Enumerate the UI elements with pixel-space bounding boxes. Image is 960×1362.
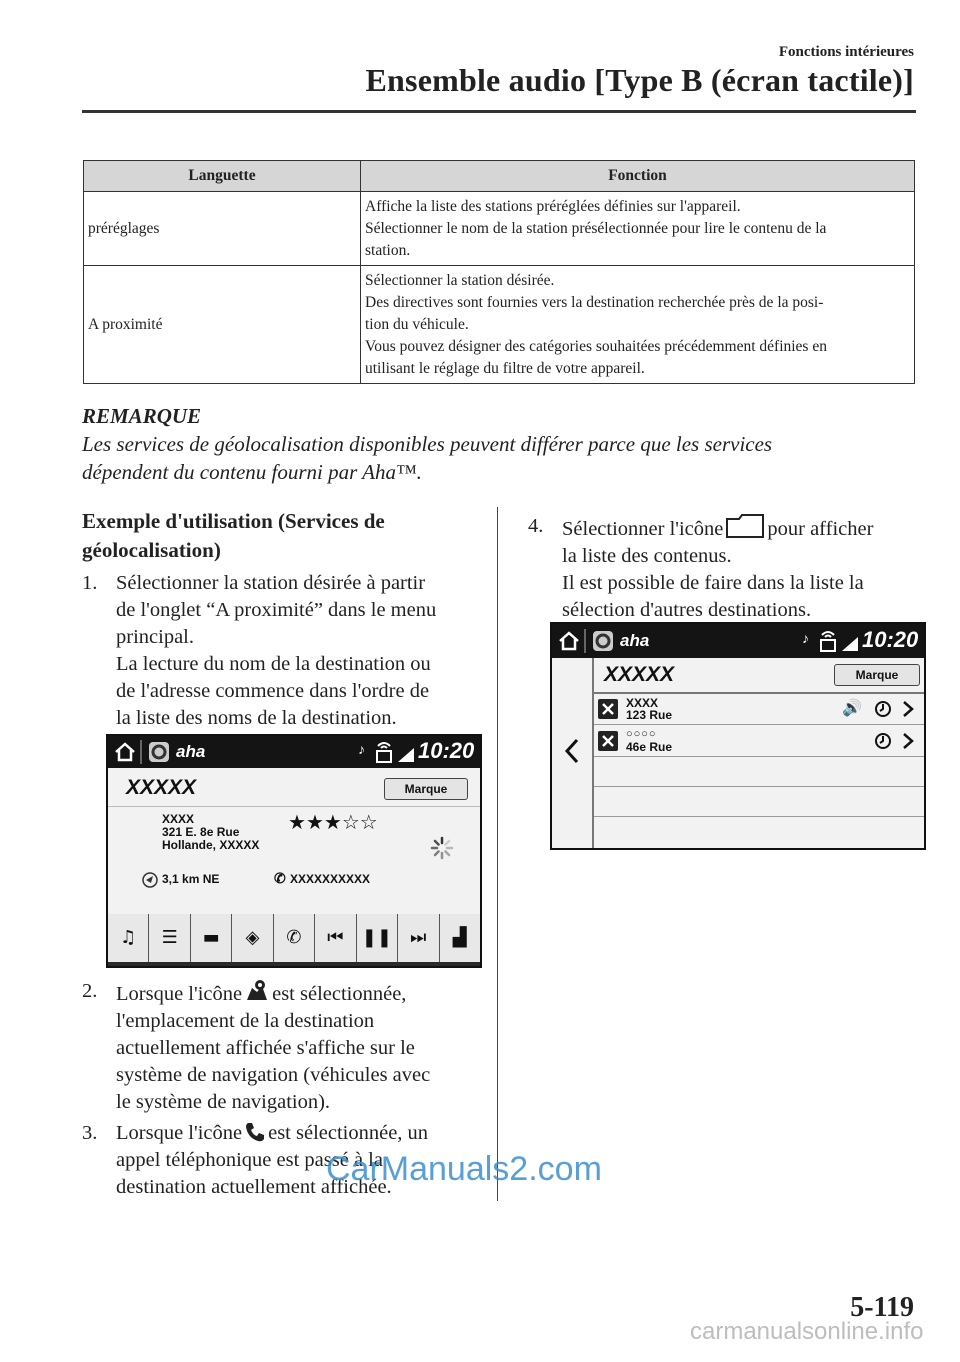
phone-icon	[244, 1121, 266, 1143]
step-line: la liste des contenus.	[562, 545, 732, 567]
star-empty-icon: ☆	[341, 810, 360, 834]
clock: 10:20	[862, 627, 919, 652]
speaker-icon: 🔊	[842, 698, 862, 717]
star-filled-icon: ★	[305, 810, 324, 834]
phone-small-icon: ✆	[274, 870, 286, 886]
back-panel	[552, 658, 594, 848]
function-line: tion du véhicule.	[365, 315, 469, 333]
aha-logo-icon	[592, 630, 614, 652]
page-number: 5-119	[850, 1292, 914, 1323]
screen-detail	[106, 734, 482, 968]
step-line: Il est possible de faire dans la liste la	[562, 572, 864, 594]
loading-spinner-icon	[430, 836, 454, 860]
list-item-empty	[594, 758, 924, 787]
section-title: Fonctions intérieures	[778, 44, 914, 60]
screen-list	[550, 622, 926, 850]
table-row	[84, 192, 915, 266]
example-heading	[82, 507, 482, 565]
list-item[interactable]	[594, 694, 924, 725]
step-fragment: Lorsque l'icône	[116, 983, 243, 1005]
step-fragment: pour afficher	[767, 518, 874, 540]
station-title: XXXXX	[126, 776, 197, 799]
map-icon[interactable]: ◈	[232, 914, 273, 962]
function-table	[83, 160, 915, 384]
clock-icon	[874, 700, 892, 718]
remark-line: dépendent du contenu fourni par Aha™.	[82, 460, 422, 484]
step-line	[116, 978, 488, 1008]
list-item-address: 46e Rue	[626, 740, 673, 754]
clock: 10:20	[418, 738, 475, 763]
category-x-icon	[597, 698, 619, 720]
step-line: actuellement affichée s'affiche sur le	[116, 1037, 415, 1059]
marque-button[interactable]: Marque	[834, 664, 920, 686]
step-number: 3.	[82, 1122, 98, 1144]
step-line	[562, 513, 922, 543]
table-cell-tab: A proximité	[84, 266, 361, 384]
star-empty-icon: ☆	[359, 810, 378, 834]
step-line: La lecture du nom de la destination ou	[116, 653, 431, 675]
next-icon[interactable]: ⏭	[398, 914, 439, 962]
music-icon[interactable]: ♫	[108, 914, 149, 962]
step-line: appel téléphonique est passé à la	[116, 1149, 383, 1171]
signal-icon	[398, 748, 414, 762]
note-icon: ♪	[802, 630, 809, 646]
previous-icon[interactable]: ⏮	[315, 914, 356, 962]
example-heading-line: géolocalisation)	[82, 538, 221, 562]
clock-icon	[874, 732, 892, 750]
destination-address-1: 321 E. 8e Rue	[162, 825, 240, 839]
back-chevron-icon[interactable]	[564, 738, 580, 764]
step-number: 2.	[82, 980, 98, 1002]
direction-icon	[142, 872, 158, 888]
list-item-empty	[594, 818, 924, 844]
watermark-carmanualsonline: carmanualsonline.info	[690, 1318, 924, 1345]
step-2	[82, 978, 492, 1118]
step-line: le système de navigation).	[116, 1091, 331, 1113]
app-name: aha	[176, 742, 206, 761]
function-line: station.	[365, 241, 411, 259]
rating-stars	[288, 810, 378, 834]
category-x-icon	[597, 730, 619, 752]
home-icon[interactable]	[114, 742, 136, 762]
column-divider	[497, 507, 498, 1201]
home-icon[interactable]	[558, 631, 580, 651]
remark-line: Les services de géolocalisation disponibles peuvent différer parce que les services	[82, 432, 773, 456]
step-line: de l'onglet “A proximité” dans le menu	[116, 599, 437, 621]
star-filled-icon: ★	[323, 810, 342, 834]
wifi-device-icon	[374, 740, 394, 764]
note-icon: ♪	[358, 741, 365, 757]
pause-icon[interactable]: ❚❚	[357, 914, 398, 962]
divider	[108, 806, 480, 807]
step-fragment: Sélectionner l'icône	[562, 518, 724, 540]
step-4	[528, 513, 928, 621]
table-header-row	[84, 161, 915, 192]
status-bar	[108, 736, 480, 768]
table-cell-function	[361, 192, 915, 266]
list-icon[interactable]: ☰	[149, 914, 190, 962]
page-title: Ensemble audio [Type B (écran tactile)]	[365, 62, 914, 98]
list-item-address: 123 Rue	[626, 708, 673, 722]
destination-name: XXXX	[162, 812, 195, 826]
detail-panel	[108, 768, 480, 914]
table-header: Fonction	[361, 161, 915, 192]
watermark-carmanuals2: CarManuals2.com	[326, 1150, 602, 1188]
star-filled-icon: ★	[288, 810, 306, 834]
step-fragment: est sélectionnée, un	[268, 1122, 429, 1144]
phone-number: XXXXXXXXXX	[290, 872, 371, 886]
chevron-right-icon[interactable]	[902, 700, 914, 718]
list-item-name: ○○○○	[626, 728, 657, 740]
list-header	[594, 658, 924, 694]
table-header: Languette	[84, 161, 361, 192]
station-title: XXXXX	[604, 663, 675, 686]
step-text	[116, 978, 488, 1116]
map-pin-icon	[244, 978, 270, 1004]
header-rule	[82, 110, 916, 113]
step-1	[82, 570, 492, 735]
status-bar	[552, 624, 924, 658]
list-item-name: XXXX	[626, 696, 659, 710]
divider	[584, 629, 586, 653]
step-line: la liste des noms de la destination.	[116, 707, 397, 729]
aha-logo-icon	[148, 741, 170, 763]
example-heading-line: Exemple d'utilisation (Services de	[82, 509, 385, 533]
function-line: Des directives sont fournies vers la destination recherchée près de la posi-	[365, 293, 824, 311]
equalizer-icon[interactable]: ▟	[452, 927, 467, 948]
step-number: 1.	[82, 572, 98, 594]
folder-icon[interactable]: ▬	[191, 914, 232, 962]
step-line: de l'adresse commence dans l'ordre de	[116, 680, 430, 702]
function-line: Affiche la liste des stations préréglées définies sur l'appareil.	[365, 197, 741, 215]
step-line	[116, 1120, 488, 1147]
step-line: l'emplacement de la destination	[116, 1010, 375, 1032]
divider	[140, 740, 142, 764]
function-line: Sélectionner la station désirée.	[365, 271, 555, 289]
chevron-right-icon[interactable]	[902, 732, 914, 750]
remark-text	[82, 430, 912, 486]
function-line: Sélectionner le nom de la station présélectionnée pour lire le contenu de la	[365, 219, 827, 237]
step-line: destination actuellement affichée.	[116, 1176, 392, 1198]
signal-icon	[842, 637, 858, 651]
step-text	[562, 513, 922, 624]
table-cell-function	[361, 266, 915, 384]
function-line: utilisant le réglage du filtre de votre appareil.	[365, 359, 645, 377]
step-fragment: est sélectionnée,	[272, 983, 407, 1005]
app-name: aha	[620, 631, 650, 650]
bottom-toolbar	[108, 914, 480, 962]
list-item-empty	[594, 788, 924, 817]
phone-icon[interactable]: ✆	[274, 914, 315, 962]
list-item[interactable]	[594, 726, 924, 757]
destination-address-2: Hollande, XXXXX	[162, 838, 260, 852]
folder-icon	[725, 513, 765, 539]
step-fragment: Lorsque l'icône	[116, 1122, 243, 1144]
step-line: Sélectionner la station désirée à partir	[116, 572, 426, 594]
table-cell-tab: préréglages	[84, 192, 361, 266]
function-line: Vous pouvez désigner des catégories souhaitées précédemment définies en	[365, 337, 827, 355]
step-line: système de navigation (véhicules avec	[116, 1064, 431, 1086]
wifi-device-icon	[818, 629, 838, 653]
step-number: 4.	[528, 515, 544, 537]
remark-heading: REMARQUE	[82, 404, 202, 428]
marque-button[interactable]: Marque	[384, 778, 468, 800]
table-row	[84, 266, 915, 384]
step-text	[116, 570, 488, 732]
content-list	[594, 658, 924, 848]
step-line: principal.	[116, 626, 194, 648]
distance: 3,1 km NE	[162, 872, 220, 886]
step-line: sélection d'autres destinations.	[562, 599, 812, 621]
